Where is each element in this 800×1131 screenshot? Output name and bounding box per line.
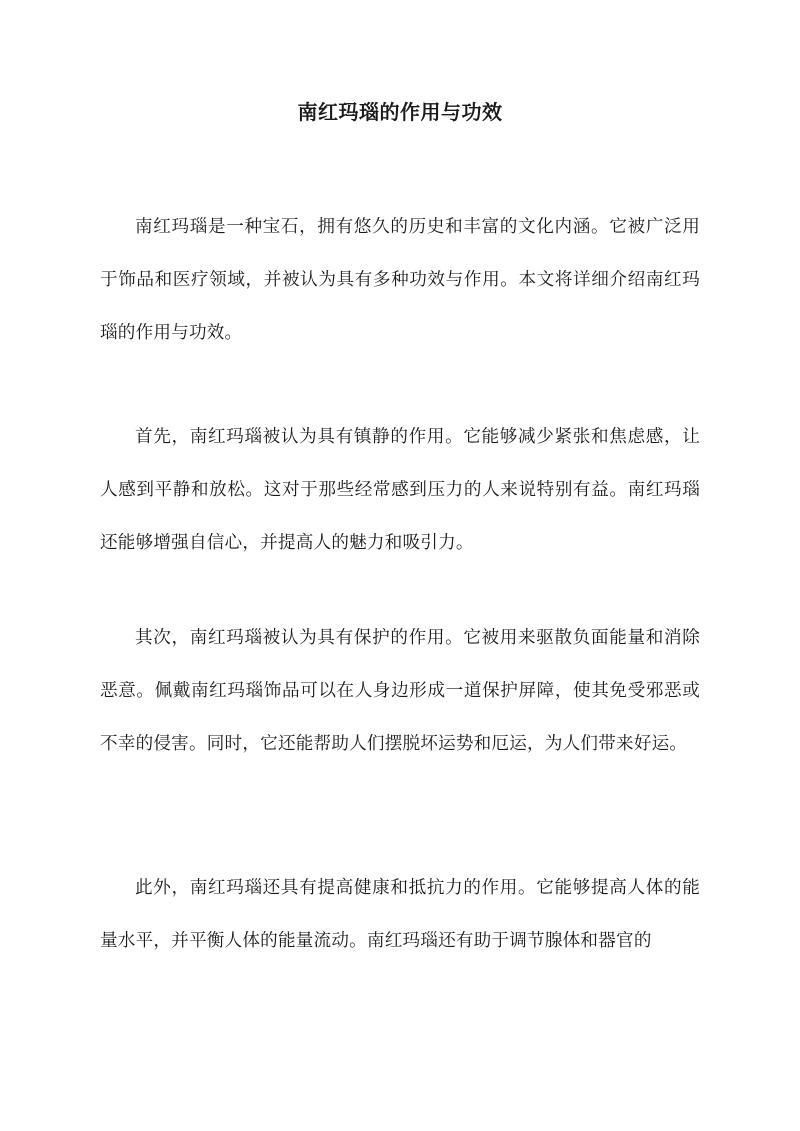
paragraph-calming-effect: 首先，南红玛瑙被认为具有镇静的作用。它能够减少紧张和焦虑感，让人感到平静和放松。这对于那些经常感到压力的人来说特别有益。南红玛瑙还能够增强自信心，并提高人的魅力和吸引力。 [100,427,700,553]
document-title: 南红玛瑙的作用与功效 [297,100,503,124]
paragraph-health-effect: 此外，南红玛瑙还具有提高健康和抵抗力的作用。它能够提高人体的能量水平，并平衡人体的能量流动。南红玛瑙还有助于调节腺体和器官的 [100,878,700,951]
paragraph-introduction: 南红玛瑙是一种宝石，拥有悠久的历史和丰富的文化内涵。它被广泛用于饰品和医疗领域，并被认为具有多种功效与作用。本文将详细介绍南红玛瑙的作用与功效。 [100,217,700,343]
paragraph-protection-effect: 其次，南红玛瑙被认为具有保护的作用。它被用来驱散负面能量和消除恶意。佩戴南红玛瑙饰品可以在人身边形成一道保护屏障，使其免受邪恶或不幸的侵害。同时，它还能帮助人们摆脱坏运势和厄运，为人们带来好运。 [100,628,700,754]
